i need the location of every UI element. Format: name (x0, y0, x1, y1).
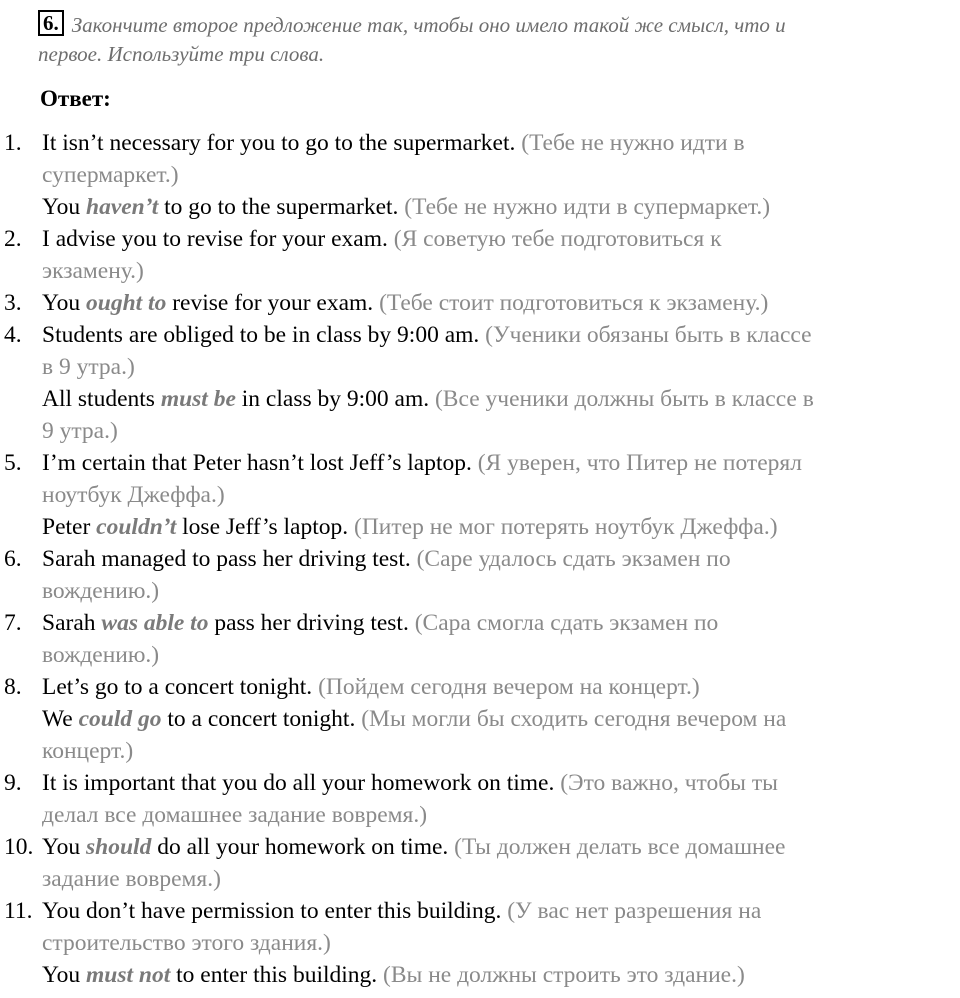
russian-translation: (Я уверен, что Питер не потерял (477, 450, 802, 476)
item-number: 7. (4, 610, 22, 636)
answer-line (0, 959, 960, 991)
answer-line (0, 287, 960, 319)
answer-line (0, 575, 960, 607)
task-header (38, 10, 938, 69)
answer-line (0, 351, 960, 383)
answer-keyword: was able to (101, 610, 209, 636)
item-number: 10. (4, 834, 34, 860)
item-number: 1. (4, 130, 22, 156)
answer-line (0, 319, 960, 351)
line-text (42, 191, 770, 223)
answer-line (0, 735, 960, 767)
russian-translation: (Мы могли бы сходить сегодня вечером на (361, 706, 787, 732)
line-text (42, 703, 786, 735)
answer-line (0, 479, 960, 511)
russian-translation: вождению.) (42, 578, 160, 604)
english-sentence: in class by 9:00 am. (235, 386, 435, 412)
english-sentence: You don’t have permission to enter this building. (42, 898, 508, 924)
item-number: 11. (4, 898, 33, 924)
line-text (42, 415, 118, 447)
line-text (42, 159, 179, 191)
line-text (42, 447, 802, 479)
answer-line (0, 703, 960, 735)
item-number: 9. (4, 770, 22, 796)
line-text (42, 607, 718, 639)
answer-line (0, 159, 960, 191)
english-sentence: You (42, 834, 86, 860)
line-text (42, 575, 159, 607)
line-text (42, 479, 225, 511)
english-sentence: Let’s go to a concert tonight. (42, 674, 319, 700)
russian-translation: (Ты должен делать все домашнее (454, 834, 786, 860)
russian-translation: (Тебе стоит подготовиться к экзамену.) (379, 290, 769, 316)
russian-translation: 9 утра.) (42, 418, 118, 444)
russian-translation: в 9 утра.) (42, 354, 135, 380)
english-sentence: Peter (42, 514, 97, 540)
answer-line (0, 511, 960, 543)
english-sentence: You (42, 962, 86, 988)
line-text (42, 831, 786, 863)
russian-translation: (У вас нет разрешения на (507, 898, 762, 924)
item-number: 4. (4, 322, 22, 348)
answer-keyword: must not (86, 962, 171, 988)
item-number: 3. (4, 290, 22, 316)
item-number: 6. (4, 546, 22, 572)
line-text (42, 895, 761, 927)
line-text (42, 223, 722, 255)
line-text (42, 255, 144, 287)
english-sentence: I’m certain that Peter hasn’t lost Jeff’s laptop. (42, 450, 478, 476)
answer-keyword: ought to (86, 290, 167, 316)
russian-translation: (Саре удалось сдать экзамен по (416, 546, 731, 572)
answer-line (0, 223, 960, 255)
line-text (42, 543, 731, 575)
english-sentence: You (42, 194, 86, 220)
answer-label: Ответ: (40, 86, 111, 111)
russian-translation: (Сара смогла сдать экзамен по (414, 610, 719, 636)
item-number: 8. (4, 674, 22, 700)
task-number-box: 6. (38, 10, 64, 36)
answer-line (0, 863, 960, 895)
english-sentence: It isn’t necessary for you to go to the supermarket. (42, 130, 522, 156)
russian-translation: супермаркет.) (42, 162, 179, 188)
english-sentence: to enter this building. (170, 962, 384, 988)
russian-translation: экзамену.) (42, 258, 144, 284)
answer-keyword: could go (78, 706, 162, 732)
line-text (42, 863, 221, 895)
english-sentence: revise for your exam. (166, 290, 380, 316)
english-sentence: You (42, 290, 86, 316)
english-sentence: Sarah managed to pass her driving test. (42, 546, 417, 572)
line-text (42, 735, 133, 767)
english-sentence: It is important that you do all your homework on time. (42, 770, 561, 796)
russian-translation: (Пойдем сегодня вечером на концерт.) (318, 674, 700, 700)
russian-translation: концерт.) (42, 738, 134, 764)
line-text (42, 639, 159, 671)
english-sentence: do all your homework on time. (151, 834, 455, 860)
answer-line (0, 831, 960, 863)
line-text (42, 671, 700, 703)
line-text (42, 927, 331, 959)
russian-translation: (Ученики обязаны быть в классе (485, 322, 812, 348)
answer-line (0, 543, 960, 575)
russian-translation: ноутбук Джеффа.) (42, 482, 225, 508)
russian-translation: (Вы не должны строить это здание.) (383, 962, 745, 988)
line-text (42, 799, 427, 831)
answer-line (0, 767, 960, 799)
english-sentence: All students (42, 386, 161, 412)
line-text (42, 319, 812, 351)
answer-keyword: must be (160, 386, 236, 412)
line-text (42, 959, 745, 991)
russian-translation: задание вовремя.) (42, 866, 221, 892)
english-sentence: to a concert tonight. (161, 706, 362, 732)
russian-translation: делал все домашнее задание вовремя.) (42, 802, 428, 828)
russian-translation: (Тебе не нужно идти в супермаркет.) (404, 194, 771, 220)
item-number: 2. (4, 226, 22, 252)
russian-translation: (Это важно, чтобы ты (560, 770, 778, 796)
english-sentence: We (42, 706, 79, 732)
english-sentence: I advise you to revise for your exam. (42, 226, 394, 252)
english-sentence: Sarah (42, 610, 102, 636)
answer-line (0, 415, 960, 447)
english-sentence: to go to the supermarket. (158, 194, 405, 220)
answer-line (0, 191, 960, 223)
task-instruction-line1: Закончите второе предложение так, чтобы оно имело такой же смысл, что и (71, 13, 786, 37)
line-text (42, 351, 135, 383)
english-sentence: Students are obliged to be in class by 9:00 am. (42, 322, 486, 348)
russian-translation: строительство этого здания.) (42, 930, 331, 956)
russian-translation: (Я советую тебе подготовиться к (393, 226, 722, 252)
line-text (42, 287, 768, 319)
answer-line (0, 799, 960, 831)
answer-line (0, 607, 960, 639)
answer-line (0, 127, 960, 159)
english-sentence: lose Jeff’s laptop. (176, 514, 355, 540)
answer-line (0, 447, 960, 479)
russian-translation: (Тебе не нужно идти в (521, 130, 745, 156)
line-text (42, 383, 814, 415)
item-number: 5. (4, 450, 22, 476)
answer-line (0, 383, 960, 415)
answer-line (0, 671, 960, 703)
answer-keyword: should (86, 834, 152, 860)
answer-list (0, 127, 960, 991)
answer-line (0, 255, 960, 287)
russian-translation: (Питер не мог потерять ноутбук Джеффа.) (354, 514, 778, 540)
answer-keyword: haven’t (86, 194, 159, 220)
line-text (42, 127, 745, 159)
answer-line (0, 639, 960, 671)
answer-keyword: couldn’t (96, 514, 177, 540)
answer-line (0, 927, 960, 959)
answer-line (0, 895, 960, 927)
line-text (42, 767, 778, 799)
line-text (42, 511, 778, 543)
english-sentence: pass her driving test. (208, 610, 415, 636)
russian-translation: (Все ученики должны быть в классе в (434, 386, 814, 412)
task-instruction-line2: первое. Используйте три слова. (38, 42, 325, 66)
russian-translation: вождению.) (42, 642, 160, 668)
